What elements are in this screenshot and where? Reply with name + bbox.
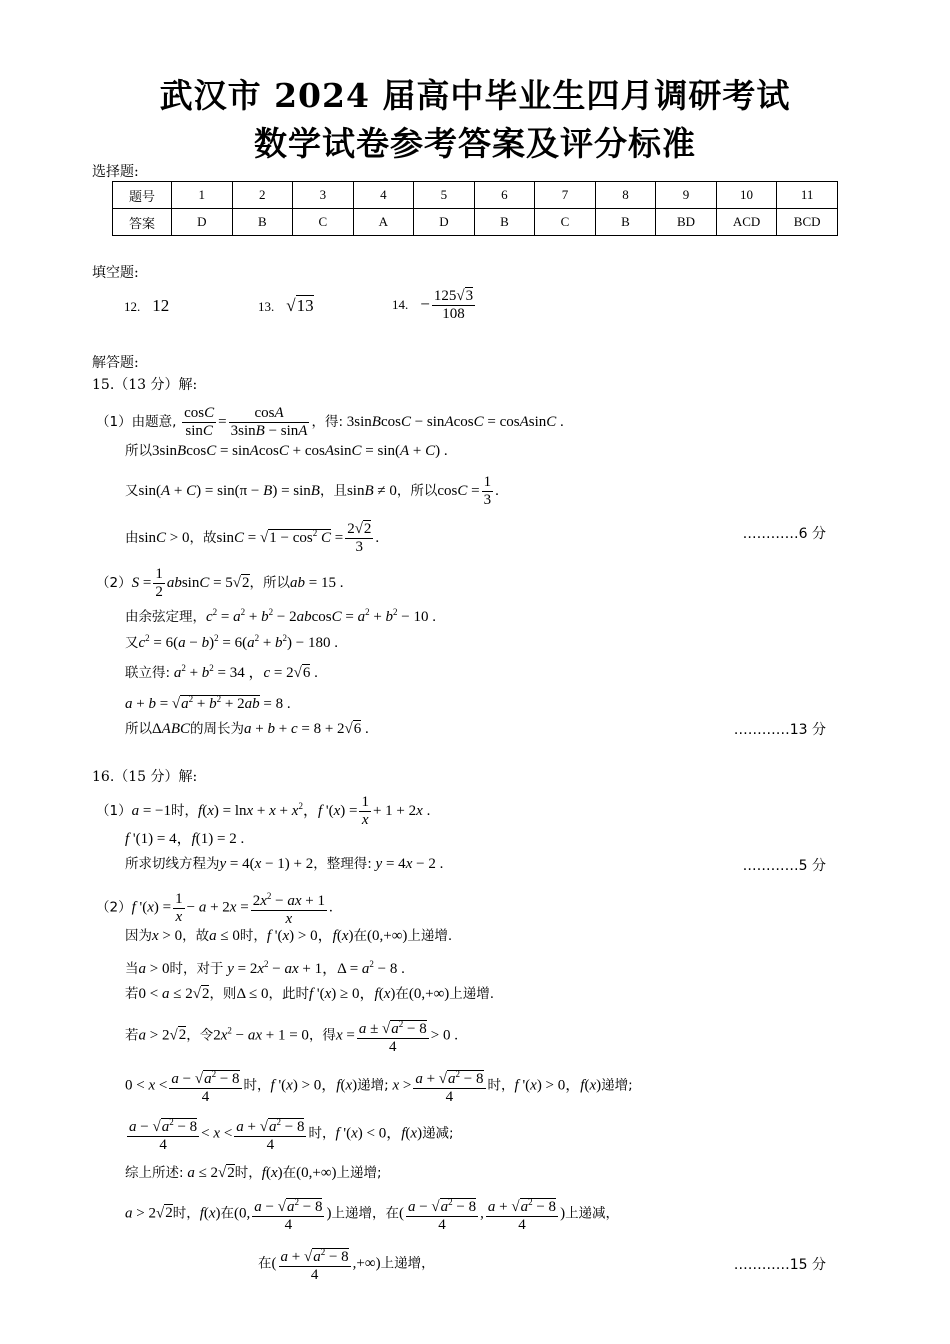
page-subtitle: 数学试卷参考答案及评分标准 <box>254 124 696 163</box>
table-cell: C <box>535 209 596 236</box>
table-cell: 4 <box>353 182 414 209</box>
q16-line-8: 若a > 2√2，令$2x^2$ − ax + 1 = 0，得x = $\frac{a \pm √a^2 - 8}{4}$ > 0 . <box>125 1016 458 1056</box>
q16-line-11: 综上所述: a ≤ 2√2时，f(x)在(0,+∞)上递增; <box>125 1165 382 1181</box>
table-cell: 6 <box>474 182 535 209</box>
page-title: 武汉市 2024 届高中毕业生四月调研考试 <box>159 76 791 115</box>
q15-line-9: $a + b = √a^2 + b^2 + 2ab = 8$ . <box>125 694 291 712</box>
table-cell: 3 <box>293 182 354 209</box>
q16-line-5: 因为x > 0，故a ≤ 0时，f '(x) > 0，f(x)在(0,+∞)上递增. <box>125 928 453 944</box>
table-cell: B <box>232 209 293 236</box>
q16-line-12: a > 2√2时，f(x)在(0, $\frac{a - √a^2 - 8}{4}$ )上递增，在( $\frac{a - √a^2 - 8}{4}$ , $\frac{a + √a^2 - 8}{4}$ )上递减， <box>125 1194 619 1234</box>
table-row <box>113 209 838 236</box>
table-cell: 8 <box>595 182 656 209</box>
q16-line-10: $\frac{a - √a^2 - 8}{4}$ < x < $\frac{a + √a^2 - 8}{4}$ 时，f '(x) < 0，f(x)递减; <box>125 1114 454 1154</box>
q16-line-4: （2）f '(x) = $\frac{1}{x}$ − a + 2x = $\frac{2x^2 - ax + 1}{x}$ . <box>96 888 333 928</box>
q16-header: 16.（15 分）解: <box>92 769 198 785</box>
q16-line-9: 0 < x < $\frac{a - √a^2 - 8}{4}$ 时，f '(x) > 0，f(x)递增; x > $\frac{a + √a^2 - 8}{4}$ 时，f '(x) > 0，f(x)递增; <box>125 1066 633 1106</box>
q15-header: 15.（13 分）解: <box>92 377 198 393</box>
table-header-cell: 题号 <box>113 182 172 209</box>
q15-line-3: 又sin(A + C) = sin(π − B) = sinB，且sinB ≠ 0，所以cosC = $\frac{1}{3}$ . <box>125 474 499 508</box>
table-cell: 2 <box>232 182 293 209</box>
q15-line-1: （1）由题意, $\frac{\cos C}{\sin C}$ = $\frac{\cos A}{3\sin B - \sin A}$ ，得: 3sinBcosC − sinAcosC = cosAsinC . <box>96 405 564 439</box>
score-marker: …………15 分 <box>733 1257 826 1273</box>
choice-answer-table <box>112 181 838 236</box>
fill-answer-13: 13. √13 <box>258 296 314 315</box>
fill-section-label: 填空题: <box>92 265 139 281</box>
q15-line-2: 所以3sinBcosC = sinAcosC + cosAsinC = sin(A + C) . <box>125 443 448 459</box>
q16-line-13: 在( $\frac{a + √a^2 - 8}{4}$ ,+∞)上递增， <box>258 1244 435 1284</box>
table-cell: 11 <box>777 182 838 209</box>
table-header-cell: 答案 <box>113 209 172 236</box>
fill-answer-12: 12. 12 <box>124 296 170 315</box>
q16-line-3: 所求切线方程为y = 4(x − 1) + 2，整理得: y = 4x − 2 . <box>125 856 444 872</box>
table-cell: D <box>414 209 475 236</box>
q15-line-10: 所以ΔABC的周长为a + b + c = 8 + 2√6 . <box>125 721 369 737</box>
table-cell: BD <box>656 209 717 236</box>
q15-line-7: 又$c^2 = 6(a - b)^2 = 6(a^2 + b^2) - 180$ . <box>125 633 339 651</box>
table-cell: 10 <box>716 182 777 209</box>
fill-answer-14: 14. − $\frac{125√3}{108}$ <box>392 288 474 322</box>
table-cell: D <box>172 209 233 236</box>
table-cell: B <box>595 209 656 236</box>
q16-line-7: 若0 < a ≤ 2√2，则Δ ≤ 0，此时f '(x) ≥ 0，f(x)在(0,+∞)上递增. <box>125 986 495 1002</box>
q16-line-6: 当a > 0时，对于 $y = 2x^2$ − ax + 1，$\Delta = a^2 - 8$ . <box>125 959 405 977</box>
table-cell: 5 <box>414 182 475 209</box>
solve-section-label: 解答题: <box>92 355 139 371</box>
table-cell: BCD <box>777 209 838 236</box>
q15-line-5: （2）S = $\frac{1}{2}$ absinC = 5√2，所以ab = 15 . <box>96 566 344 600</box>
score-marker: …………5 分 <box>742 858 826 874</box>
table-cell: C <box>293 209 354 236</box>
q16-line-1: （1）a = −1时，$f(x) = \ln x + x + x^2$，f '(x) = $\frac{1}{x}$ + 1 + 2x . <box>96 794 431 828</box>
choice-section-label: 选择题: <box>92 164 139 180</box>
table-row <box>113 182 838 209</box>
table-cell: A <box>353 209 414 236</box>
table-cell: 9 <box>656 182 717 209</box>
q16-line-2: f '(1) = 4，f(1) = 2 . <box>125 831 245 847</box>
q15-line-6: 由余弦定理，$c^2 = a^2 + b^2 - 2abcosC = a^2 + b^2 - 10$ . <box>125 607 436 625</box>
table-cell: ACD <box>716 209 777 236</box>
table-cell: B <box>474 209 535 236</box>
q15-line-8: 联立得: $a^2 + b^2 = 34$ ，c = 2√6 . <box>125 663 318 681</box>
table-cell: 7 <box>535 182 596 209</box>
table-cell: 1 <box>172 182 233 209</box>
score-marker: …………13 分 <box>733 722 826 738</box>
score-marker: …………6 分 <box>742 526 826 542</box>
q15-line-4: 由sinC > 0，故$\sin C = √1 - \cos^2 C$ = $\frac{2√2}{3}$ . <box>125 521 380 555</box>
